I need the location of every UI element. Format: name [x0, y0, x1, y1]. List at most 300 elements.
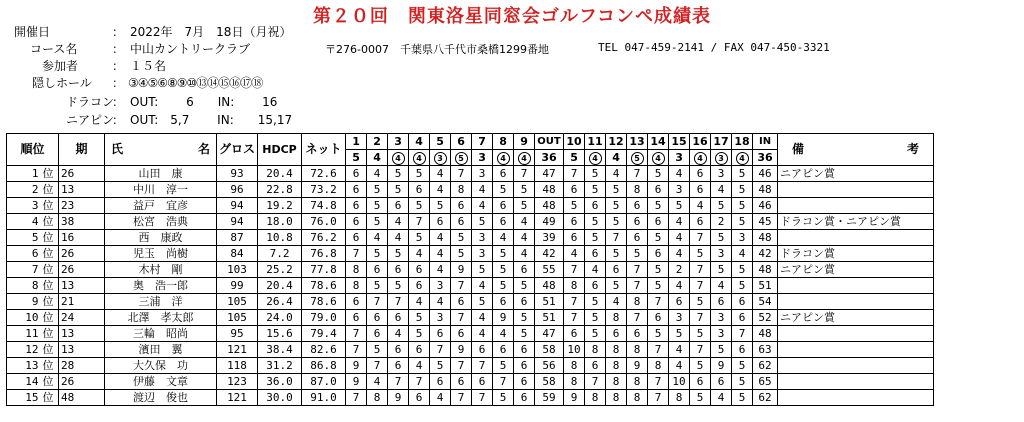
hole-score: 6 [514, 390, 535, 406]
hole-score: 5 [690, 294, 711, 310]
hole-score: 6 [388, 198, 409, 214]
hole-score: 6 [409, 390, 430, 406]
player-name: 三輪 昭尚 [105, 326, 217, 342]
out-total: 55 [535, 262, 564, 278]
hole-score: 6 [430, 374, 451, 390]
hole-score: 4 [367, 166, 388, 182]
hole-number: 12 [606, 134, 627, 150]
par-value: 5 [346, 150, 367, 166]
hdcp: 15.6 [258, 326, 302, 342]
hole-score: 4 [514, 246, 535, 262]
hole-score: 6 [451, 374, 472, 390]
hdcp: 24.0 [258, 310, 302, 326]
course-value: ： 中山カントリークラブ [112, 42, 251, 56]
hole-score: 5 [493, 262, 514, 278]
hole-score: 4 [430, 262, 451, 278]
rank-unit: 位 [41, 246, 59, 262]
rank-unit: 位 [41, 342, 59, 358]
table-row [7, 390, 934, 406]
hdcp: 36.0 [258, 374, 302, 390]
header-in: IN [753, 134, 778, 150]
in-total: 45 [753, 214, 778, 230]
hole-score: 5 [367, 214, 388, 230]
course-address: 〒276-0007 千葉県八千代市桑橋1299番地 [325, 43, 549, 56]
net: 79.0 [302, 310, 346, 326]
hdcp: 20.4 [258, 166, 302, 182]
hole-score: 8 [627, 342, 648, 358]
hole-score: 4 [564, 246, 585, 262]
player-name: 三浦 洋 [105, 294, 217, 310]
par-value [451, 150, 472, 166]
hole-score: 5 [606, 198, 627, 214]
rank-number: 5 [7, 230, 41, 246]
hole-score: 6 [493, 166, 514, 182]
par-value [388, 150, 409, 166]
player-name: 濱田 翼 [105, 342, 217, 358]
hole-score: 6 [564, 326, 585, 342]
rank-unit: 位 [41, 390, 59, 406]
hole-score: 7 [627, 166, 648, 182]
hole-score: 7 [514, 166, 535, 182]
period: 26 [59, 166, 105, 182]
period: 38 [59, 214, 105, 230]
hole-score: 6 [711, 374, 732, 390]
note: ニアピン賞 [778, 262, 934, 278]
hole-score: 5 [585, 214, 606, 230]
hole-score: 6 [648, 214, 669, 230]
hole-score: 7 [472, 358, 493, 374]
hole-score: 3 [711, 310, 732, 326]
hole-score: 5 [367, 342, 388, 358]
hole-score: 4 [669, 278, 690, 294]
hole-number: 10 [564, 134, 585, 150]
hole-score: 6 [367, 262, 388, 278]
period: 26 [59, 246, 105, 262]
hole-score: 4 [711, 182, 732, 198]
out-total: 51 [535, 310, 564, 326]
player-name: 益戸 宜彦 [105, 198, 217, 214]
hole-score: 8 [606, 390, 627, 406]
hole-score: 4 [606, 294, 627, 310]
header-note-right: 考 [907, 142, 920, 156]
note: ニアピン賞 [778, 310, 934, 326]
hole-score: 5 [585, 182, 606, 198]
table-row [7, 278, 934, 294]
hole-score: 4 [430, 246, 451, 262]
dracon-label: ドラコン [66, 95, 115, 109]
hole-score: 5 [430, 358, 451, 374]
hole-score: 5 [388, 182, 409, 198]
gross: 105 [217, 310, 258, 326]
hole-number: 5 [430, 134, 451, 150]
header-out: OUT [535, 134, 564, 150]
par-value [514, 150, 535, 166]
par-circle: 5 [631, 152, 644, 165]
par-value [409, 150, 430, 166]
hole-score: 4 [711, 390, 732, 406]
hole-score: 5 [732, 198, 753, 214]
note [778, 374, 934, 390]
hole-score: 6 [711, 294, 732, 310]
rank-number: 10 [7, 310, 41, 326]
player-name: 児玉 尚樹 [105, 246, 217, 262]
in-total: 42 [753, 246, 778, 262]
hole-score: 7 [564, 166, 585, 182]
hole-score: 3 [711, 326, 732, 342]
hole-score: 4 [430, 182, 451, 198]
note [778, 198, 934, 214]
hidden-holes-value: ： ③④⑤⑥⑧⑨⑩⑬⑭⑮⑯⑰⑱ [112, 76, 263, 90]
hole-score: 5 [732, 182, 753, 198]
hole-score: 6 [346, 214, 367, 230]
gross: 87 [217, 230, 258, 246]
hole-score: 6 [409, 278, 430, 294]
hole-score: 5 [451, 230, 472, 246]
net: 74.8 [302, 198, 346, 214]
in-total: 51 [753, 278, 778, 294]
hole-score: 5 [493, 358, 514, 374]
hole-score: 4 [493, 326, 514, 342]
hole-score: 7 [367, 294, 388, 310]
par-out-total: 36 [535, 150, 564, 166]
hole-score: 4 [669, 230, 690, 246]
hole-score: 4 [514, 230, 535, 246]
player-name: 奥 浩一郎 [105, 278, 217, 294]
hole-score: 4 [732, 246, 753, 262]
date-value: ： 2022年 7月 18日（月祝） [112, 25, 292, 39]
participants-value: ： １５名 [112, 59, 167, 73]
player-name: 渡辺 俊也 [105, 390, 217, 406]
note [778, 358, 934, 374]
net: 79.4 [302, 326, 346, 342]
gross: 96 [217, 182, 258, 198]
hole-score: 6 [690, 182, 711, 198]
hole-score: 8 [346, 278, 367, 294]
hole-score: 5 [430, 198, 451, 214]
hole-number: 1 [346, 134, 367, 150]
par-value: 4 [367, 150, 388, 166]
hdcp: 26.4 [258, 294, 302, 310]
in-total: 46 [753, 198, 778, 214]
hole-score: 6 [669, 294, 690, 310]
note [778, 278, 934, 294]
hole-score: 4 [472, 326, 493, 342]
hole-score: 5 [648, 326, 669, 342]
hole-score: 8 [606, 358, 627, 374]
par-value [711, 150, 732, 166]
hole-score: 5 [732, 390, 753, 406]
hole-score: 8 [564, 374, 585, 390]
rank-unit: 位 [41, 262, 59, 278]
table-row [7, 342, 934, 358]
hole-score: 6 [732, 310, 753, 326]
course-label: コース名 [30, 42, 78, 56]
hole-score: 8 [367, 390, 388, 406]
net: 91.0 [302, 390, 346, 406]
hole-score: 4 [388, 326, 409, 342]
hole-score: 9 [388, 390, 409, 406]
hole-score: 5 [690, 358, 711, 374]
hole-score: 9 [493, 310, 514, 326]
date-label: 開催日 [14, 25, 51, 39]
table-row [7, 358, 934, 374]
hole-score: 8 [585, 390, 606, 406]
hole-score: 8 [627, 182, 648, 198]
hole-score: 6 [514, 374, 535, 390]
hole-score: 7 [648, 374, 669, 390]
hole-score: 7 [367, 358, 388, 374]
hole-score: 5 [606, 278, 627, 294]
hole-score: 4 [409, 294, 430, 310]
rank-unit: 位 [41, 358, 59, 374]
hole-score: 7 [606, 230, 627, 246]
rank-number: 1 [7, 166, 41, 182]
par-circle: 4 [497, 152, 510, 165]
hole-score: 6 [564, 230, 585, 246]
hole-score: 5 [732, 358, 753, 374]
par-value [585, 150, 606, 166]
player-name: 山田 康 [105, 166, 217, 182]
hole-score: 7 [388, 374, 409, 390]
hole-score: 10 [564, 342, 585, 358]
header-hdcp: HDCP [258, 134, 302, 166]
hole-score: 5 [514, 198, 535, 214]
hole-score: 4 [430, 294, 451, 310]
hole-score: 5 [732, 278, 753, 294]
hole-score: 6 [585, 278, 606, 294]
hole-score: 4 [409, 246, 430, 262]
hole-score: 6 [409, 342, 430, 358]
hole-number: 15 [669, 134, 690, 150]
hole-score: 6 [451, 326, 472, 342]
hole-score: 5 [409, 166, 430, 182]
gross: 94 [217, 198, 258, 214]
hole-score: 7 [690, 310, 711, 326]
hole-score: 6 [493, 294, 514, 310]
hole-score: 8 [606, 310, 627, 326]
participants-label: 参加者 [42, 59, 79, 73]
hole-score: 8 [627, 374, 648, 390]
hole-score: 6 [627, 198, 648, 214]
hole-score: 6 [388, 358, 409, 374]
gross: 118 [217, 358, 258, 374]
gross: 121 [217, 342, 258, 358]
hole-score: 5 [514, 326, 535, 342]
hole-score: 8 [346, 262, 367, 278]
hole-score: 6 [585, 198, 606, 214]
hole-score: 5 [585, 294, 606, 310]
par-circle: 4 [652, 152, 665, 165]
hole-score: 7 [564, 310, 585, 326]
hole-score: 5 [669, 198, 690, 214]
par-circle: 5 [455, 152, 468, 165]
gross: 105 [217, 294, 258, 310]
rank-unit: 位 [41, 294, 59, 310]
hdcp: 18.0 [258, 214, 302, 230]
player-name: 伊藤 文章 [105, 374, 217, 390]
hole-number: 6 [451, 134, 472, 150]
hole-score: 9 [451, 342, 472, 358]
header-note-left: 備 [792, 142, 805, 156]
in-total: 62 [753, 358, 778, 374]
hole-number: 3 [388, 134, 409, 150]
hole-score: 5 [514, 182, 535, 198]
header-name-left: 氏 [111, 142, 124, 156]
hole-score: 5 [669, 326, 690, 342]
gross: 103 [217, 262, 258, 278]
hole-score: 3 [669, 182, 690, 198]
hole-score: 6 [451, 294, 472, 310]
table-row [7, 262, 934, 278]
hole-score: 6 [690, 166, 711, 182]
hole-score: 6 [514, 358, 535, 374]
hole-score: 5 [493, 278, 514, 294]
out-total: 58 [535, 342, 564, 358]
gross: 123 [217, 374, 258, 390]
hole-score: 7 [493, 374, 514, 390]
hole-score: 8 [606, 374, 627, 390]
hole-score: 7 [451, 390, 472, 406]
hole-score: 5 [648, 198, 669, 214]
hole-score: 7 [690, 262, 711, 278]
hole-score: 7 [627, 262, 648, 278]
hole-score: 6 [346, 310, 367, 326]
hole-score: 7 [564, 262, 585, 278]
header-name-right: 名 [197, 142, 210, 156]
hole-score: 5 [690, 246, 711, 262]
note: ニアピン賞 [778, 166, 934, 182]
hole-number: 8 [493, 134, 514, 150]
hole-score: 5 [732, 262, 753, 278]
hole-score: 7 [451, 358, 472, 374]
hole-score: 6 [690, 214, 711, 230]
par-value [430, 150, 451, 166]
header-period: 期 [59, 134, 105, 166]
hole-score: 7 [409, 374, 430, 390]
hole-score: 6 [409, 262, 430, 278]
hole-score: 3 [472, 166, 493, 182]
hole-score: 6 [451, 198, 472, 214]
rank-unit: 位 [41, 278, 59, 294]
hole-score: 4 [472, 198, 493, 214]
hole-score: 8 [564, 278, 585, 294]
hole-score: 9 [711, 358, 732, 374]
net: 76.2 [302, 230, 346, 246]
rank-number: 12 [7, 342, 41, 358]
hole-score: 5 [514, 278, 535, 294]
net: 76.8 [302, 246, 346, 262]
hole-score: 4 [711, 278, 732, 294]
hole-score: 5 [648, 230, 669, 246]
player-name: 松宮 浩典 [105, 214, 217, 230]
hole-score: 4 [606, 166, 627, 182]
note: ドラコン賞・ニアピン賞 [778, 214, 934, 230]
out-total: 48 [535, 182, 564, 198]
hole-score: 3 [732, 230, 753, 246]
hole-score: 5 [388, 166, 409, 182]
hole-score: 5 [711, 198, 732, 214]
par-circle: 3 [434, 152, 447, 165]
hole-score: 5 [472, 294, 493, 310]
table-row [7, 294, 934, 310]
hole-score: 5 [585, 310, 606, 326]
in-total: 48 [753, 262, 778, 278]
hole-score: 4 [430, 166, 451, 182]
net: 82.6 [302, 342, 346, 358]
hole-score: 4 [430, 390, 451, 406]
hole-score: 7 [690, 230, 711, 246]
period: 48 [59, 390, 105, 406]
hole-score: 6 [606, 262, 627, 278]
period: 23 [59, 198, 105, 214]
hole-score: 4 [388, 214, 409, 230]
page-title: 第２０回 関東洛星同窓会ゴルフコンペ成績表 [312, 6, 712, 27]
out-total: 59 [535, 390, 564, 406]
hole-score: 6 [430, 214, 451, 230]
par-value: 5 [564, 150, 585, 166]
note [778, 294, 934, 310]
out-total: 42 [535, 246, 564, 262]
hole-score: 6 [564, 214, 585, 230]
par-circle: 4 [392, 152, 405, 165]
header-row-holes [7, 134, 934, 150]
hole-score: 5 [648, 166, 669, 182]
hole-score: 4 [472, 182, 493, 198]
hole-score: 5 [606, 246, 627, 262]
hole-score: 6 [564, 182, 585, 198]
out-total: 51 [535, 294, 564, 310]
hole-score: 5 [388, 246, 409, 262]
hole-score: 6 [346, 182, 367, 198]
table-row [7, 166, 934, 182]
hdcp: 38.4 [258, 342, 302, 358]
header-gross: グロス [217, 134, 258, 166]
header-net: ネット [302, 134, 346, 166]
hole-score: 7 [732, 326, 753, 342]
hole-score: 5 [409, 230, 430, 246]
hole-score: 4 [409, 358, 430, 374]
hole-score: 4 [669, 246, 690, 262]
hole-score: 7 [346, 246, 367, 262]
hole-score: 7 [627, 278, 648, 294]
hole-score: 6 [388, 262, 409, 278]
table-row [7, 198, 934, 214]
net: 78.6 [302, 294, 346, 310]
hole-score: 3 [472, 230, 493, 246]
rank-number: 2 [7, 182, 41, 198]
hole-score: 6 [493, 198, 514, 214]
hole-number: 2 [367, 134, 388, 150]
hole-score: 6 [367, 310, 388, 326]
note [778, 326, 934, 342]
hole-score: 4 [430, 230, 451, 246]
hole-score: 6 [409, 182, 430, 198]
in-total: 48 [753, 230, 778, 246]
hole-score: 6 [451, 214, 472, 230]
hole-number: 7 [472, 134, 493, 150]
hole-score: 3 [472, 246, 493, 262]
header-note [778, 134, 934, 166]
hole-score: 4 [493, 230, 514, 246]
hole-score: 6 [627, 326, 648, 342]
hole-score: 4 [690, 198, 711, 214]
par-circle: 4 [694, 152, 707, 165]
hole-score: 6 [514, 294, 535, 310]
in-total: 46 [753, 166, 778, 182]
period: 28 [59, 358, 105, 374]
in-total: 65 [753, 374, 778, 390]
hole-score: 7 [451, 310, 472, 326]
